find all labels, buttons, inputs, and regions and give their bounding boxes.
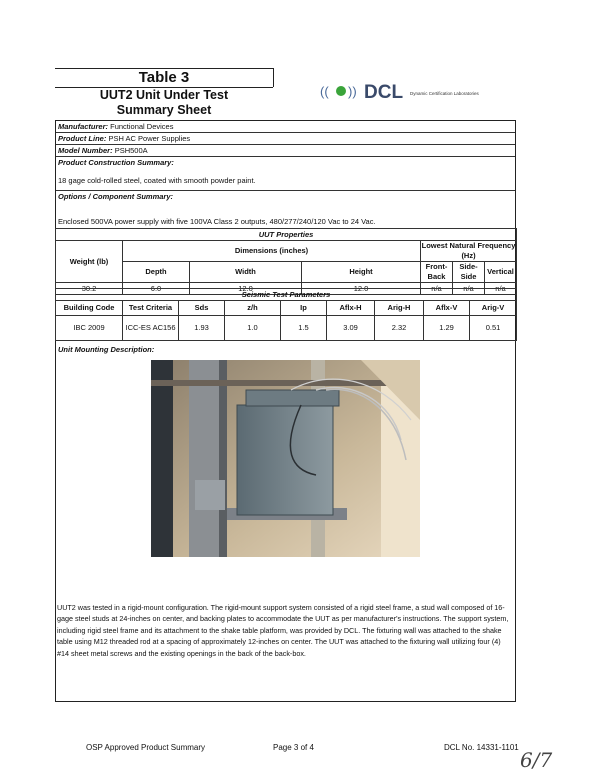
seismic-value-cell: 0.51 <box>470 316 517 341</box>
depth-header: Depth <box>123 262 190 283</box>
seismic-header-cell: Aflx-V <box>424 301 470 316</box>
seismic-value-cell: 1.29 <box>424 316 470 341</box>
model-value: PSH500A <box>114 146 148 155</box>
seismic-header-cell: Sds <box>179 301 225 316</box>
height-value: 12.0 <box>302 283 421 295</box>
uut-properties-table <box>55 228 517 295</box>
footer-left: OSP Approved Product Summary <box>86 743 206 752</box>
seismic-value-cell: IBC 2009 <box>56 316 123 341</box>
weight-value: 30.2 <box>56 283 123 295</box>
seismic-header-cell: Aflx-H <box>327 301 375 316</box>
seismic-value-cell: 1.5 <box>281 316 327 341</box>
uut-section-title: UUT Properties <box>56 229 517 241</box>
frequency-header: Lowest Natural Frequency (Hz) <box>421 241 516 260</box>
height-header: Height <box>302 262 421 283</box>
front-back-value: n/a <box>421 283 453 295</box>
logo-text: DCL <box>364 82 404 103</box>
unit-mounting-photo <box>151 360 420 557</box>
construction-label: Product Construction Summary: <box>58 158 174 167</box>
svg-text:((: (( <box>320 84 329 99</box>
options-row <box>56 191 515 229</box>
seismic-value-cell: 1.0 <box>225 316 281 341</box>
seismic-table <box>55 288 517 341</box>
seismic-section-title: Seismic Test Parameters <box>56 289 517 301</box>
table-title: Table 3 <box>138 69 190 86</box>
product-line-value: PSH AC Power Supplies <box>108 134 191 143</box>
unit-subtitle: UUT2 Unit Under Test <box>99 88 229 102</box>
front-back-header: Front-Back <box>421 262 453 283</box>
dimensions-header: Dimensions (inches) <box>123 241 421 262</box>
product-line-label: Product Line: <box>58 134 107 143</box>
construction-row <box>56 157 515 191</box>
depth-value: 6.0 <box>123 283 190 295</box>
seismic-header-cell: z/h <box>225 301 281 316</box>
seismic-value-cell: 1.93 <box>179 316 225 341</box>
seismic-header-cell: Arig-H <box>375 301 424 316</box>
weight-header: Weight (lb) <box>56 241 123 283</box>
vertical-value: n/a <box>485 283 517 295</box>
sheet-title: Summary Sheet <box>116 103 212 117</box>
seismic-value-cell: 2.32 <box>375 316 424 341</box>
manufacturer-value: Functional Devices <box>110 122 174 131</box>
manufacturer-label: Manufacturer: <box>58 122 109 131</box>
seismic-header-cell: Building Code <box>56 301 123 316</box>
options-value: Enclosed 500VA power supply with five 100VA Class 2 outputs, 480/277/240/120 Vac to 24 Vac. <box>58 217 376 226</box>
logo-tagline: Dynamic Certification Laboratories <box>410 91 479 96</box>
mounted-enclosure-image <box>151 360 420 557</box>
seismic-header-cell: Test Criteria <box>123 301 179 316</box>
document-header <box>55 68 515 120</box>
seismic-value-cell: 3.09 <box>327 316 375 341</box>
width-header: Width <box>190 262 302 283</box>
manufacturer-row <box>56 121 515 133</box>
footer-dcl-number: DCL No. 14331-1101 <box>444 743 519 752</box>
title-box <box>55 68 273 120</box>
side-side-value: n/a <box>453 283 485 295</box>
model-row <box>56 145 515 157</box>
seismic-header-cell: Arig-V <box>470 301 517 316</box>
model-label: Model Number: <box>58 146 113 155</box>
vertical-header: Vertical <box>485 262 517 283</box>
divider <box>273 68 274 87</box>
svg-text:)): )) <box>348 84 357 99</box>
product-line-row <box>56 133 515 145</box>
seismic-value-cell: ICC-ES AC156 <box>123 316 179 341</box>
footer-page-number: Page 3 of 4 <box>273 743 314 752</box>
side-side-header: Side-Side <box>453 262 485 283</box>
dcl-logo <box>320 81 520 103</box>
handwritten-page-mark: 6/7 <box>520 748 553 772</box>
options-label: Options / Component Summary: <box>58 192 174 201</box>
mounting-description: UUT2 was tested in a rigid-mount configuration. The rigid-mount support system consisted of a rigid steel frame, a stud wall composed of 16-gage steel studs at 24-inches on center, and backing plates to accommodate the UUT as per manufacturer's instructions. The support system, including rigid steel frame and its attachment to the shake table platform, was provided by DCL. The fixturing wall was attached to the shake table using M12 threaded rod at a spacing of approximately 12-inches on center. The UUT was attached to the fixturing wall utilizing four (4) #14 sheet metal screws and the existing openings in the back of the back-box. <box>57 603 509 658</box>
seismic-header-cell: Ip <box>281 301 327 316</box>
construction-value: 18 gage cold-rolled steel, coated with smooth powder paint. <box>58 176 256 185</box>
width-value: 12.0 <box>190 283 302 295</box>
mounting-label: Unit Mounting Description: <box>58 345 155 354</box>
